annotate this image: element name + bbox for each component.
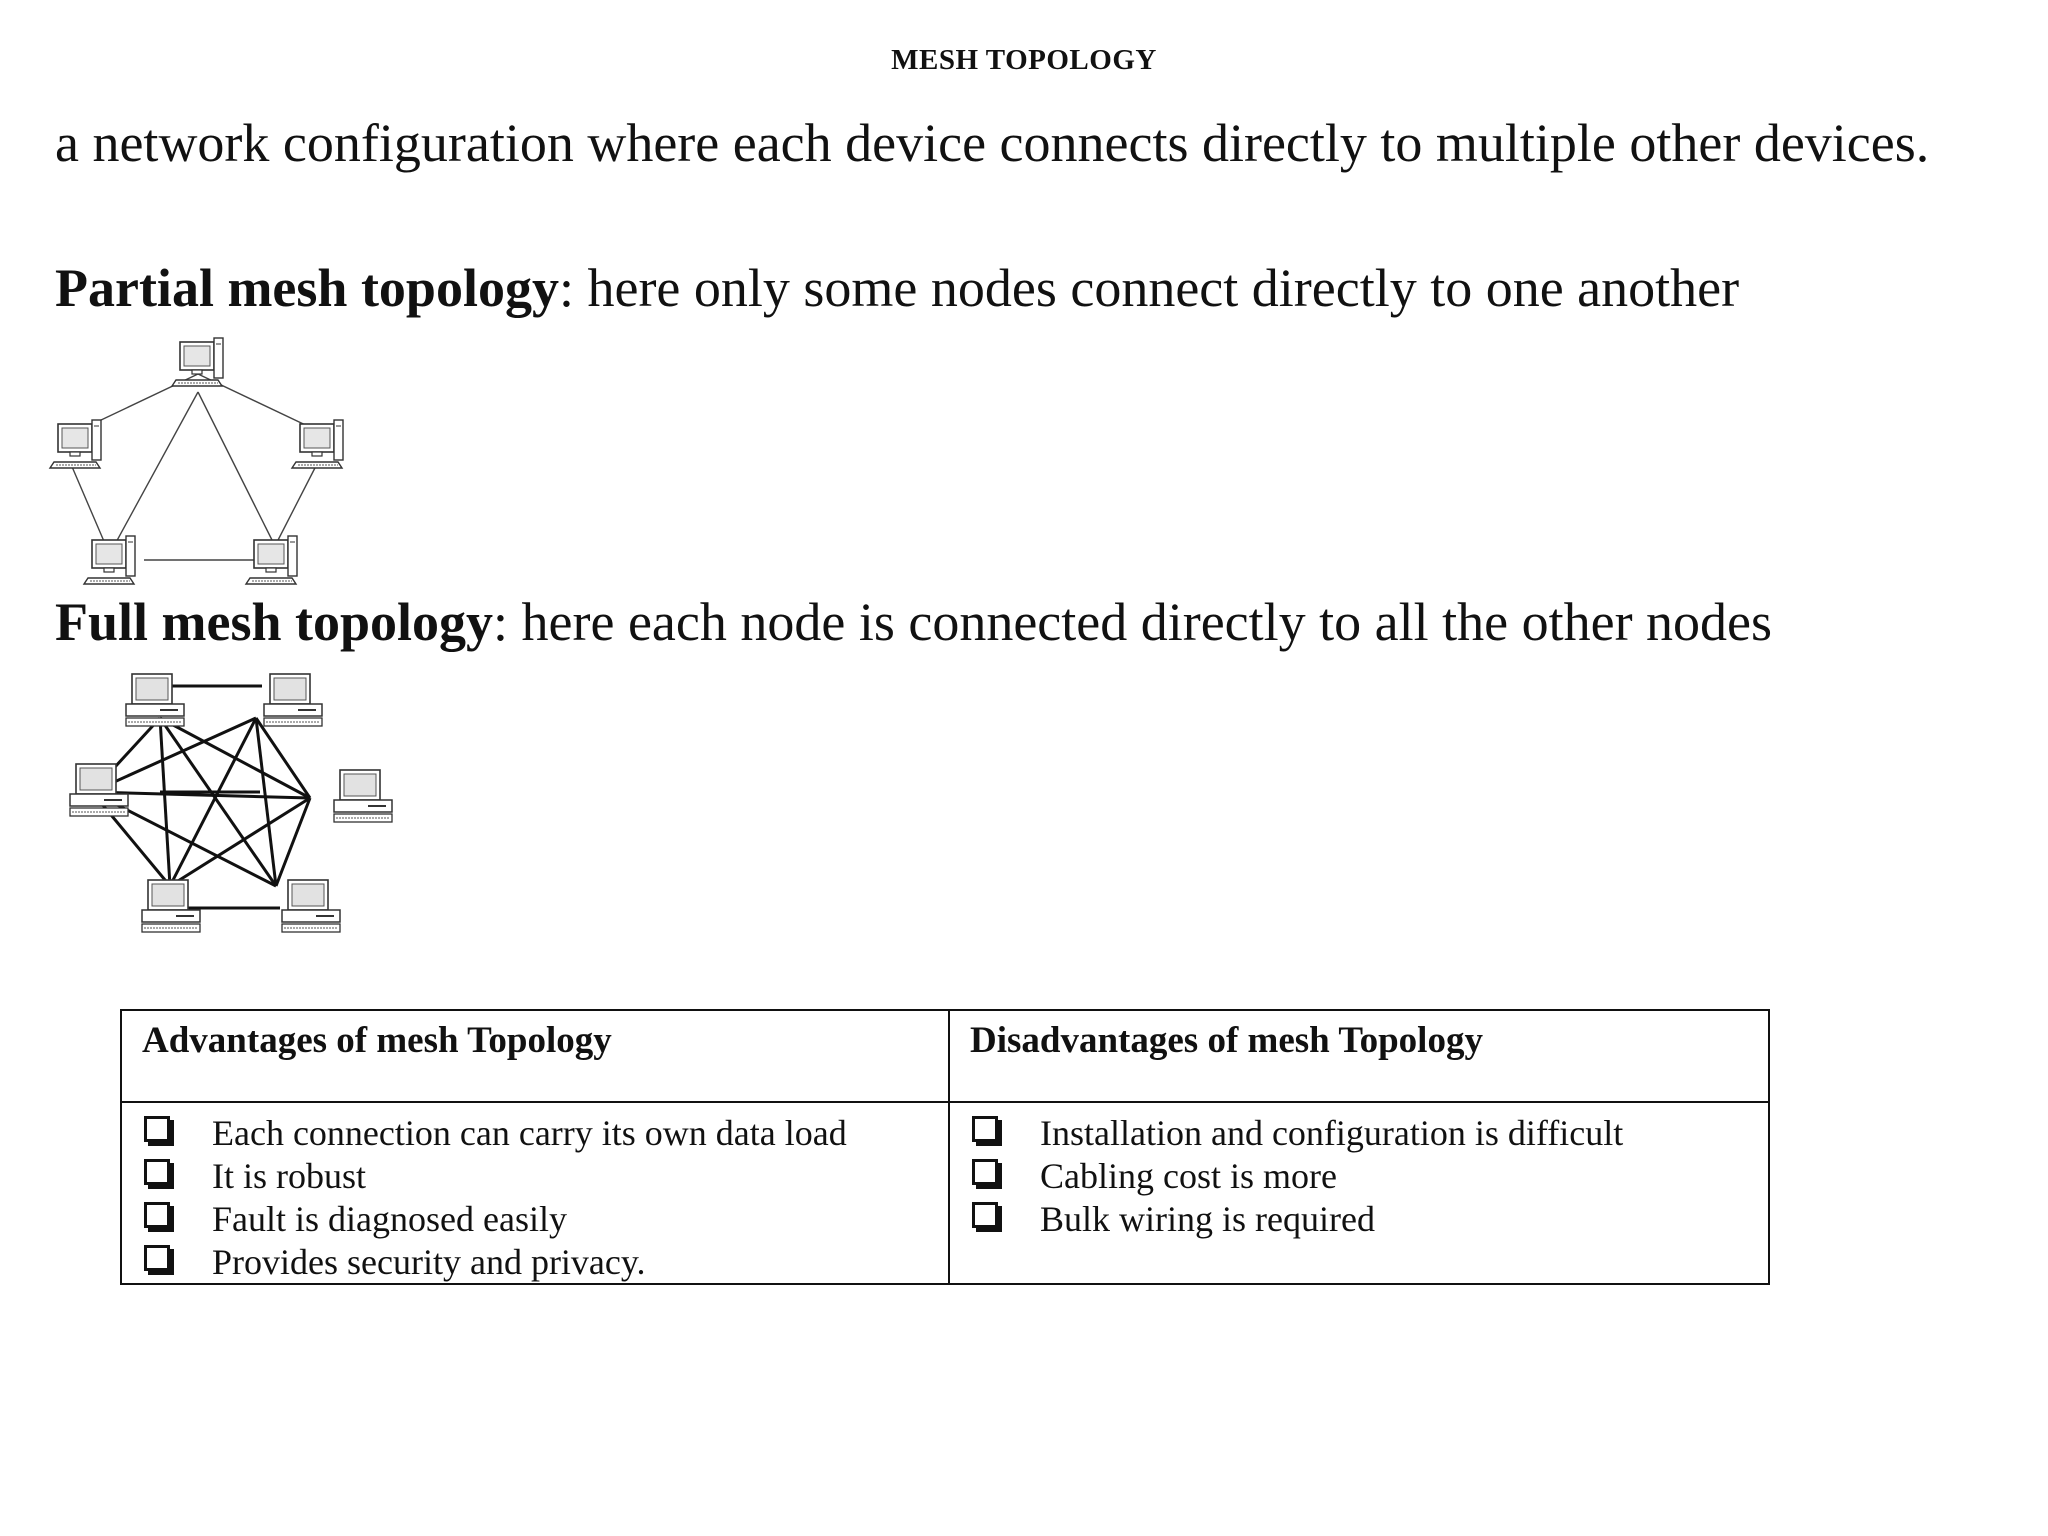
disadvantage-text: Bulk wiring is required (1040, 1198, 1375, 1239)
computer-icon (172, 338, 223, 386)
checkbox-bullet-icon (144, 1245, 170, 1271)
disadvantage-text: Installation and configuration is difficult (1040, 1112, 1624, 1153)
computer-icon (142, 880, 200, 932)
list-item (142, 1197, 948, 1240)
advantages-cell (121, 1102, 949, 1284)
disadvantages-cell (949, 1102, 1769, 1284)
computer-icon (50, 420, 101, 468)
partial-mesh-definition (55, 257, 2015, 319)
partial-mesh-description: : here only some nodes connect directly to one another (558, 258, 1740, 318)
link-line (198, 392, 275, 546)
full-mesh-description: : here each node is connected directly to all the other nodes (493, 592, 1773, 652)
table-row (121, 1102, 1769, 1284)
intro-paragraph: a network configuration where each device connects directly to multiple other devices. (55, 113, 1930, 173)
checkbox-bullet-icon (972, 1159, 998, 1185)
link-line (276, 798, 310, 886)
checkbox-bullet-icon (972, 1202, 998, 1228)
advantage-text: Each connection can carry its own data load (212, 1112, 847, 1153)
checkbox-bullet-icon (144, 1202, 170, 1228)
list-item (970, 1154, 1768, 1197)
computer-icon (334, 770, 392, 822)
checkbox-bullet-icon (144, 1159, 170, 1185)
advantages-header: Advantages of mesh Topology (121, 1010, 949, 1102)
disadvantage-text: Cabling cost is more (1040, 1155, 1337, 1196)
checkbox-bullet-icon (972, 1116, 998, 1142)
link-line (275, 462, 318, 546)
advantage-text: It is robust (212, 1155, 367, 1196)
link-line (70, 462, 106, 546)
advantage-text: Fault is diagnosed easily (212, 1198, 567, 1239)
list-item (142, 1240, 948, 1283)
link-line (160, 718, 170, 886)
computer-icon (282, 880, 340, 932)
list-item (970, 1111, 1768, 1154)
computer-icon (70, 764, 128, 816)
computer-icon (84, 536, 135, 584)
advantage-text: Provides security and privacy. (212, 1241, 646, 1282)
full-mesh-diagram (62, 670, 402, 950)
partial-mesh-term: Partial mesh topology (55, 258, 559, 318)
list-item (970, 1197, 1768, 1240)
page-title: MESH TOPOLOGY (891, 44, 1157, 76)
disadvantages-list (970, 1111, 1768, 1240)
advantages-list (142, 1111, 948, 1283)
checkbox-bullet-icon (144, 1116, 170, 1142)
table-header-row (121, 1010, 1769, 1102)
full-mesh-term: Full mesh topology (55, 592, 494, 652)
comparison-table (120, 1009, 1770, 1285)
list-item (142, 1154, 948, 1197)
list-item (142, 1111, 948, 1154)
computer-icon (292, 420, 343, 468)
partial-mesh-diagram (40, 334, 360, 594)
link-line (170, 718, 256, 886)
computer-icon (126, 674, 184, 726)
computer-icon (246, 536, 297, 584)
full-mesh-definition (55, 591, 2015, 653)
computer-icon (264, 674, 322, 726)
disadvantages-header: Disadvantages of mesh Topology (949, 1010, 1769, 1102)
link-line (114, 392, 198, 546)
